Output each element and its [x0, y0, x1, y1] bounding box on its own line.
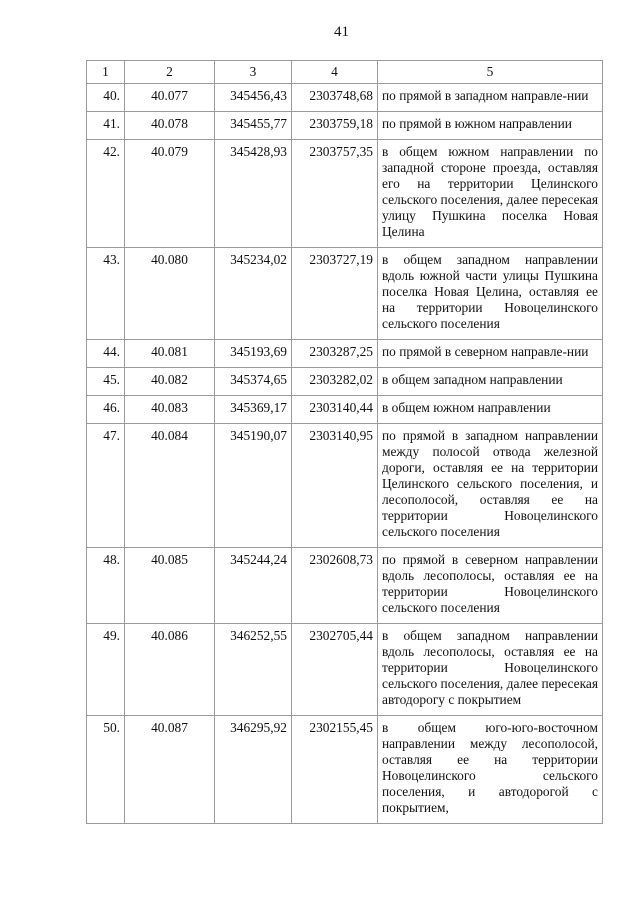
column-header: 5: [378, 61, 603, 84]
column-header: 1: [87, 61, 125, 84]
coord-y: 2303282,02: [292, 368, 378, 396]
coord-x: 345234,02: [215, 248, 292, 340]
row-number: 43.: [87, 248, 125, 340]
point-id: 40.086: [125, 624, 215, 716]
row-number: 44.: [87, 340, 125, 368]
coord-y: 2303757,35: [292, 140, 378, 248]
point-id: 40.082: [125, 368, 215, 396]
boundary-description: в общем южном направлении: [378, 396, 603, 424]
coord-x: 345193,69: [215, 340, 292, 368]
coord-y: 2303287,25: [292, 340, 378, 368]
row-number: 41.: [87, 112, 125, 140]
boundary-description: по прямой в южном направлении: [378, 112, 603, 140]
table-row: [87, 340, 603, 368]
table-row: [87, 624, 603, 716]
table-row: [87, 396, 603, 424]
coord-x: 345369,17: [215, 396, 292, 424]
boundary-description: в общем западном направлении вдоль южной части улицы Пушкина поселка Новая Целина, оставляя ее на территории Новоцелинского сельского поселения: [378, 248, 603, 340]
coord-x: 345428,93: [215, 140, 292, 248]
table-row: [87, 424, 603, 548]
coord-y: 2302608,73: [292, 548, 378, 624]
coord-x: 346252,55: [215, 624, 292, 716]
row-number: 50.: [87, 716, 125, 824]
table-row: [87, 84, 603, 112]
coord-y: 2302155,45: [292, 716, 378, 824]
row-number: 40.: [87, 84, 125, 112]
table-row: [87, 368, 603, 396]
table-header-row: [87, 61, 603, 84]
point-id: 40.085: [125, 548, 215, 624]
column-header: 3: [215, 61, 292, 84]
coord-y: 2303140,44: [292, 396, 378, 424]
row-number: 49.: [87, 624, 125, 716]
page-number: 41: [334, 24, 349, 40]
point-id: 40.084: [125, 424, 215, 548]
table-row: [87, 112, 603, 140]
row-number: 47.: [87, 424, 125, 548]
coord-x: 345456,43: [215, 84, 292, 112]
table-row: [87, 140, 603, 248]
coord-y: 2303727,19: [292, 248, 378, 340]
boundary-description: по прямой в северном направле-нии: [378, 340, 603, 368]
point-id: 40.081: [125, 340, 215, 368]
boundary-description: по прямой в северном направлении вдоль лесополосы, оставляя ее на территории Новоцелинского сельского поселения: [378, 548, 603, 624]
coord-y: 2303140,95: [292, 424, 378, 548]
boundary-table: [86, 60, 603, 824]
boundary-description: в общем южном направлении по западной стороне проезда, оставляя его на территории Целинского сельского поселения, далее пересекая улицу Пушкина поселка Новая Целина: [378, 140, 603, 248]
column-header: 4: [292, 61, 378, 84]
point-id: 40.083: [125, 396, 215, 424]
coord-y: 2303748,68: [292, 84, 378, 112]
row-number: 45.: [87, 368, 125, 396]
boundary-description: в общем западном направлении: [378, 368, 603, 396]
table-row: [87, 248, 603, 340]
point-id: 40.078: [125, 112, 215, 140]
point-id: 40.080: [125, 248, 215, 340]
point-id: 40.087: [125, 716, 215, 824]
boundary-description: по прямой в западном направле-нии: [378, 84, 603, 112]
table-row: [87, 548, 603, 624]
row-number: 46.: [87, 396, 125, 424]
coord-x: 345244,24: [215, 548, 292, 624]
boundary-description: в общем юго-юго-восточном направлении между лесополосой, оставляя ее на территории Новоцелинского сельского поселения, и автодорогой с покрытием,: [378, 716, 603, 824]
coord-x: 345455,77: [215, 112, 292, 140]
column-header: 2: [125, 61, 215, 84]
coord-y: 2302705,44: [292, 624, 378, 716]
point-id: 40.079: [125, 140, 215, 248]
coord-x: 345374,65: [215, 368, 292, 396]
point-id: 40.077: [125, 84, 215, 112]
coord-x: 345190,07: [215, 424, 292, 548]
coord-x: 346295,92: [215, 716, 292, 824]
boundary-description: в общем западном направлении вдоль лесополосы, оставляя ее на территории Новоцелинского сельского поселения, далее пересекая автодорогу с покрытием: [378, 624, 603, 716]
row-number: 48.: [87, 548, 125, 624]
table-row: [87, 716, 603, 824]
row-number: 42.: [87, 140, 125, 248]
boundary-description: по прямой в западном направлении между полосой отвода железной дороги, оставляя ее на территории Целинского сельского поселения, и лесополосой, оставляя ее на территории Новоцелинского сельского поселения: [378, 424, 603, 548]
coord-y: 2303759,18: [292, 112, 378, 140]
